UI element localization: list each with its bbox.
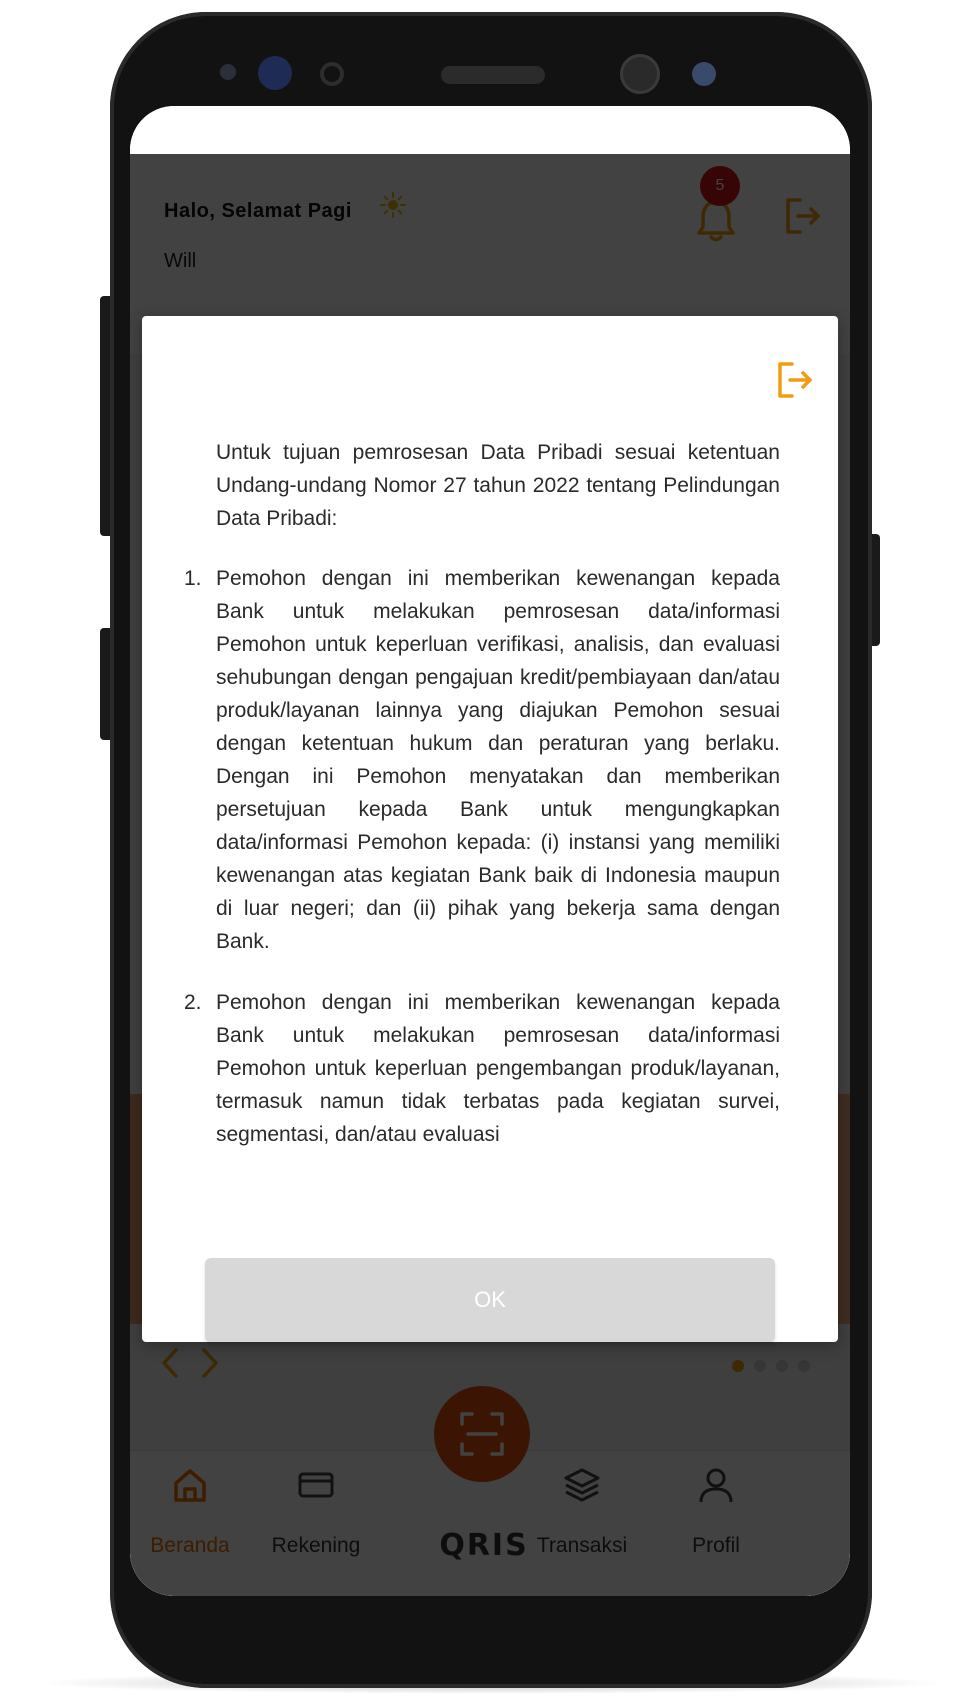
iris-sensor bbox=[258, 56, 292, 90]
consent-item-text: Pemohon dengan ini memberikan kewenangan kepada Bank untuk melakukan pemrosesan data/informasi Pemohon untuk keperluan pengembangan produk/layanan, termasuk namun tidak terbatas pada kegiatan survei, segmentasi, dan/atau evaluasi bbox=[216, 991, 780, 1146]
ok-button[interactable]: OK bbox=[205, 1258, 775, 1342]
consent-dialog bbox=[142, 316, 838, 1342]
camera-sensor bbox=[692, 62, 716, 86]
phone-screen bbox=[130, 106, 850, 1596]
consent-text-scroll[interactable] bbox=[184, 436, 780, 1258]
consent-item bbox=[184, 562, 780, 958]
consent-item-text: Pemohon dengan ini memberikan kewenangan kepada Bank untuk melakukan pemrosesan data/informasi Pemohon untuk keperluan verifikasi, analisis, dan evaluasi sehubungan dengan pengajuan kredit/pembiayaan dan/atau produk/layanan lainnya yang diajukan Pemohon sesuai dengan ketentuan hukum dan peraturan yang berlaku. Dengan ini Pemohon menyatakan dan memberikan persetujuan kepada Bank untuk mengungkapkan data/informasi Pemohon kepada: (i) instansi yang memiliki kewenangan atas kegiatan Bank baik di Indonesia maupun di luar negeri; dan (ii) pihak yang bekerja sama dengan Bank. bbox=[216, 567, 780, 953]
status-bar bbox=[130, 106, 850, 154]
consent-list bbox=[184, 562, 780, 1151]
close-dialog-icon[interactable] bbox=[772, 358, 816, 402]
consent-intro: Untuk tujuan pemrosesan Data Pribadi sesuai ketentuan Undang-undang Nomor 27 tahun 2022 tentang Pelindungan Data Pribadi: bbox=[216, 441, 780, 530]
light-sensor bbox=[320, 62, 344, 86]
consent-item-number: 1. bbox=[184, 567, 202, 590]
earpiece-speaker bbox=[441, 66, 545, 84]
consent-item bbox=[184, 986, 780, 1151]
front-camera bbox=[620, 54, 660, 94]
proximity-sensor bbox=[220, 64, 236, 80]
consent-item-number: 2. bbox=[184, 991, 202, 1014]
